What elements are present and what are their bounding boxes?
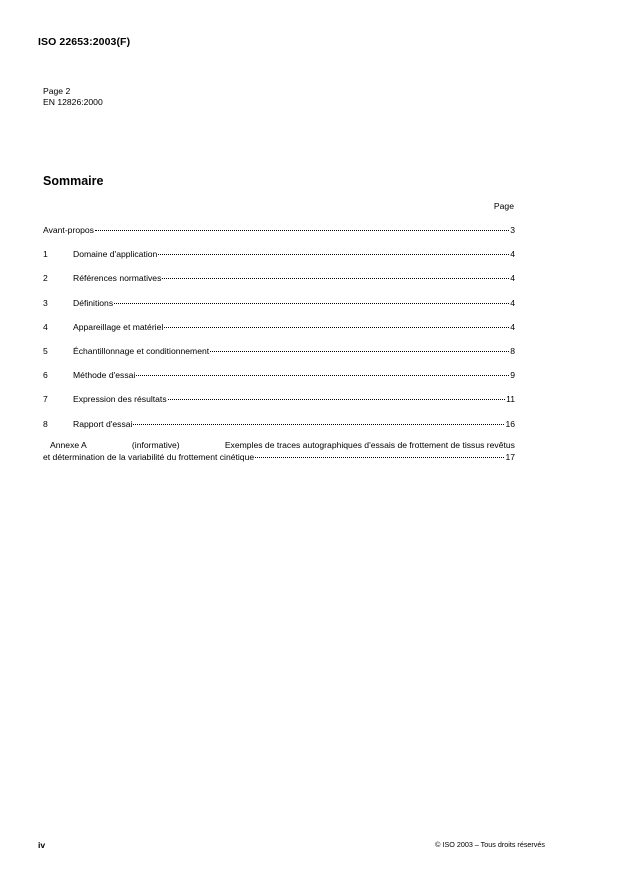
annex-title-text-2: et détermination de la variabilité du frottement cinétique	[43, 451, 255, 462]
toc-page-column-label: Page	[493, 201, 514, 211]
page-reference-line-1: Page 2	[43, 86, 71, 96]
toc-entry-page: 17	[505, 451, 515, 462]
toc-leader-dots	[136, 375, 509, 376]
toc-title: Sommaire	[43, 174, 104, 188]
toc-entry-number: 4	[43, 321, 48, 332]
toc-entry-3	[43, 298, 515, 322]
toc-entry-6	[43, 370, 515, 394]
toc-entry-number: 5	[43, 345, 48, 356]
toc-entry-annex-a	[43, 440, 515, 463]
annex-prefix: Annexe A	[50, 440, 87, 450]
table-of-contents	[43, 225, 515, 443]
toc-entry-page: 4	[510, 297, 515, 308]
annex-kind: (informative)	[131, 440, 180, 450]
toc-leader-dots	[133, 424, 504, 425]
annex-title-text-1: Exemples de traces autographiques d'essais de frottement de tissus revêtus	[224, 440, 515, 450]
document-id: ISO 22653:2003(F)	[38, 36, 131, 48]
toc-entry-number: 3	[43, 297, 48, 308]
toc-entry-label: Références normatives	[73, 273, 162, 284]
toc-entry-label: Méthode d'essai	[73, 370, 136, 381]
toc-entry-page: 4	[510, 321, 515, 332]
annex-title-line-2	[43, 452, 515, 464]
toc-leader-dots	[168, 399, 505, 400]
toc-entry-number: 8	[43, 418, 48, 429]
toc-entry-label: Appareillage et matériel	[73, 321, 164, 332]
toc-entry-1	[43, 249, 515, 273]
toc-entry-5	[43, 346, 515, 370]
footer-page-numeral: iv	[38, 840, 46, 850]
toc-entry-7	[43, 394, 515, 418]
toc-leader-dots	[114, 303, 509, 304]
page-reference	[43, 86, 103, 108]
toc-entry-number: 1	[43, 249, 48, 260]
toc-entry-number: 2	[43, 273, 48, 284]
toc-entry-page: 4	[510, 249, 515, 260]
toc-entry-label: Définitions	[73, 297, 114, 308]
toc-entry-label: Domaine d'application	[73, 249, 158, 260]
toc-entry-number: 6	[43, 370, 48, 381]
toc-entry-page: 4	[510, 273, 515, 284]
toc-leader-dots	[255, 457, 504, 458]
toc-entry-page: 3	[510, 225, 515, 235]
toc-leader-dots	[164, 327, 509, 328]
footer-copyright: © ISO 2003 – Tous droits réservés	[435, 840, 545, 849]
toc-entry-label: Échantillonnage et conditionnement	[73, 345, 210, 356]
toc-entry-page: 9	[510, 370, 515, 381]
toc-leader-dots	[158, 254, 509, 255]
toc-leader-dots	[210, 351, 509, 352]
toc-entry-2	[43, 273, 515, 297]
toc-entry-4	[43, 322, 515, 346]
page-reference-line-2: EN 12826:2000	[43, 97, 103, 107]
toc-entry-page: 11	[506, 394, 515, 405]
toc-entry-label: Expression des résultats	[73, 394, 167, 405]
toc-leader-dots	[162, 278, 509, 279]
toc-entry-avant-propos	[43, 225, 515, 249]
toc-leader-dots	[95, 230, 509, 231]
annex-title-line-1	[43, 440, 515, 452]
toc-entry-label: Avant-propos	[43, 225, 94, 235]
toc-entry-number: 7	[43, 394, 48, 405]
toc-entry-page: 8	[510, 345, 515, 356]
toc-entry-page: 16	[505, 418, 515, 429]
toc-entry-label: Rapport d'essai	[73, 418, 133, 429]
